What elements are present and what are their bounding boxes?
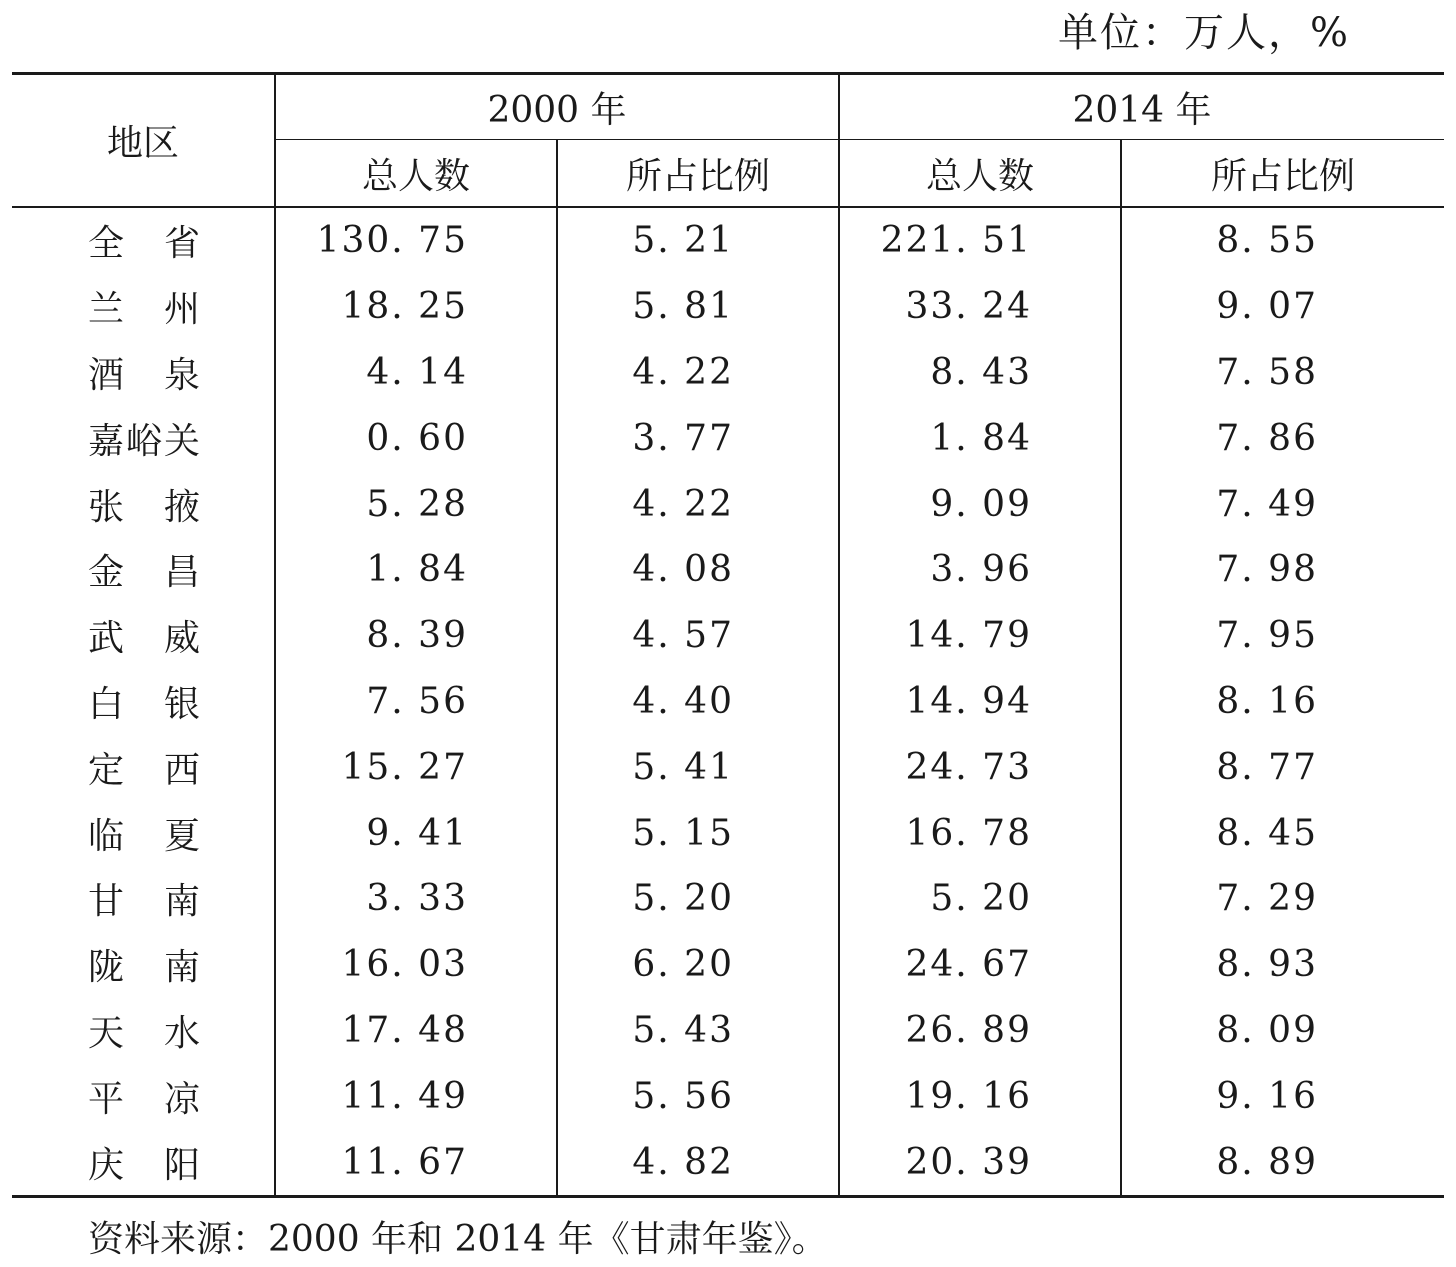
- region-cell: [12, 340, 275, 406]
- total-2014-cell: 24. 67: [839, 932, 1121, 998]
- total-2000-cell: 11. 49: [275, 1063, 557, 1129]
- header-ratio-2014: 所占比例: [1121, 140, 1444, 208]
- ratio-2014-cell: 8. 55: [1121, 207, 1444, 274]
- region-cell: [12, 603, 275, 669]
- total-2000-cell: 130. 75: [275, 207, 557, 274]
- total-2014-cell: 26. 89: [839, 998, 1121, 1064]
- total-2000-cell: 7. 56: [275, 669, 557, 735]
- region-cell: [12, 998, 275, 1064]
- region-name: 嘉峪关: [88, 420, 200, 462]
- ratio-2000-cell: 5. 56: [557, 1063, 839, 1129]
- ratio-2014-cell: 7. 98: [1121, 537, 1444, 603]
- total-2000-cell: 9. 41: [275, 800, 557, 866]
- region-name: 定西: [88, 749, 200, 791]
- unit-note: 单位：万人，%: [1057, 10, 1350, 56]
- ratio-2000-cell: 3. 77: [557, 405, 839, 471]
- region-cell: [12, 471, 275, 537]
- table-row: [12, 274, 1444, 340]
- ratio-2014-cell: 8. 89: [1121, 1129, 1444, 1196]
- total-2014-cell: 221. 51: [839, 207, 1121, 274]
- table-row: [12, 537, 1444, 603]
- ratio-2014-cell: 7. 29: [1121, 866, 1444, 932]
- ratio-2000-cell: 5. 15: [557, 800, 839, 866]
- region-cell: [12, 207, 275, 274]
- ratio-2014-cell: 9. 07: [1121, 274, 1444, 340]
- region-cell: [12, 1129, 275, 1196]
- total-2000-cell: 11. 67: [275, 1129, 557, 1196]
- total-2014-cell: 1. 84: [839, 405, 1121, 471]
- ratio-2014-cell: 8. 77: [1121, 734, 1444, 800]
- total-2014-cell: 16. 78: [839, 800, 1121, 866]
- region-cell: [12, 405, 275, 471]
- ratio-2000-cell: 5. 81: [557, 274, 839, 340]
- table-row: [12, 603, 1444, 669]
- ratio-2000-cell: 4. 22: [557, 471, 839, 537]
- region-name: 陇南: [88, 947, 200, 989]
- header-total-2000: 总人数: [275, 140, 557, 208]
- total-2014-cell: 3. 96: [839, 537, 1121, 603]
- region-cell: [12, 1063, 275, 1129]
- total-2000-cell: 16. 03: [275, 932, 557, 998]
- ratio-2014-cell: 9. 16: [1121, 1063, 1444, 1129]
- total-2000-cell: 17. 48: [275, 998, 557, 1064]
- table-row: [12, 866, 1444, 932]
- table-row: [12, 471, 1444, 537]
- region-name: 平凉: [88, 1078, 200, 1120]
- total-2000-cell: 18. 25: [275, 274, 557, 340]
- region-cell: [12, 274, 275, 340]
- table-row: [12, 405, 1444, 471]
- region-name: 全省: [88, 223, 200, 265]
- total-2000-cell: 3. 33: [275, 866, 557, 932]
- region-name: 甘南: [88, 881, 200, 923]
- region-cell: [12, 734, 275, 800]
- region-cell: [12, 669, 275, 735]
- region-name: 庆阳: [88, 1144, 200, 1186]
- source-note: 资料来源：2000 年和 2014 年《甘肃年鉴》。: [88, 1219, 828, 1260]
- table-row: [12, 734, 1444, 800]
- table-row: [12, 1129, 1444, 1196]
- ratio-2000-cell: 6. 20: [557, 932, 839, 998]
- total-2014-cell: 14. 79: [839, 603, 1121, 669]
- region-name: 武威: [88, 618, 200, 660]
- total-2014-cell: 9. 09: [839, 471, 1121, 537]
- ratio-2000-cell: 5. 43: [557, 998, 839, 1064]
- ratio-2014-cell: 8. 09: [1121, 998, 1444, 1064]
- region-name: 天水: [88, 1012, 200, 1054]
- region-cell: [12, 866, 275, 932]
- header-year-2000: 2000 年: [275, 74, 839, 140]
- region-name: 兰州: [88, 289, 200, 331]
- total-2000-cell: 5. 28: [275, 471, 557, 537]
- ratio-2000-cell: 4. 82: [557, 1129, 839, 1196]
- table-body: [12, 207, 1444, 1196]
- total-2000-cell: 15. 27: [275, 734, 557, 800]
- ratio-2000-cell: 4. 22: [557, 340, 839, 406]
- table-row: [12, 932, 1444, 998]
- header-ratio-2000: 所占比例: [557, 140, 839, 208]
- region-name: 金昌: [88, 552, 200, 594]
- ratio-2014-cell: 7. 86: [1121, 405, 1444, 471]
- table-row: [12, 800, 1444, 866]
- ratio-2014-cell: 7. 49: [1121, 471, 1444, 537]
- total-2014-cell: 33. 24: [839, 274, 1121, 340]
- region-cell: [12, 800, 275, 866]
- ratio-2000-cell: 4. 40: [557, 669, 839, 735]
- population-table: [12, 72, 1444, 1198]
- table-row: [12, 1063, 1444, 1129]
- table-row: [12, 998, 1444, 1064]
- header-year-2014: 2014 年: [839, 74, 1444, 140]
- total-2000-cell: 1. 84: [275, 537, 557, 603]
- ratio-2000-cell: 4. 57: [557, 603, 839, 669]
- table-row: [12, 207, 1444, 274]
- region-cell: [12, 932, 275, 998]
- total-2000-cell: 8. 39: [275, 603, 557, 669]
- ratio-2014-cell: 8. 45: [1121, 800, 1444, 866]
- total-2014-cell: 5. 20: [839, 866, 1121, 932]
- region-name: 白银: [88, 683, 200, 725]
- total-2014-cell: 14. 94: [839, 669, 1121, 735]
- header-region: 地区: [106, 123, 179, 164]
- total-2000-cell: 4. 14: [275, 340, 557, 406]
- ratio-2000-cell: 5. 21: [557, 207, 839, 274]
- total-2014-cell: 24. 73: [839, 734, 1121, 800]
- ratio-2014-cell: 7. 95: [1121, 603, 1444, 669]
- total-2000-cell: 0. 60: [275, 405, 557, 471]
- region-cell: [12, 537, 275, 603]
- region-name: 临夏: [88, 815, 200, 857]
- ratio-2014-cell: 8. 93: [1121, 932, 1444, 998]
- ratio-2000-cell: 4. 08: [557, 537, 839, 603]
- ratio-2014-cell: 7. 58: [1121, 340, 1444, 406]
- total-2014-cell: 20. 39: [839, 1129, 1121, 1196]
- table-row: [12, 669, 1444, 735]
- ratio-2000-cell: 5. 20: [557, 866, 839, 932]
- ratio-2014-cell: 8. 16: [1121, 669, 1444, 735]
- table-row: [12, 340, 1444, 406]
- region-name: 张掖: [88, 486, 200, 528]
- region-name: 酒泉: [88, 354, 200, 396]
- total-2014-cell: 8. 43: [839, 340, 1121, 406]
- ratio-2000-cell: 5. 41: [557, 734, 839, 800]
- total-2014-cell: 19. 16: [839, 1063, 1121, 1129]
- header-total-2014: 总人数: [839, 140, 1121, 208]
